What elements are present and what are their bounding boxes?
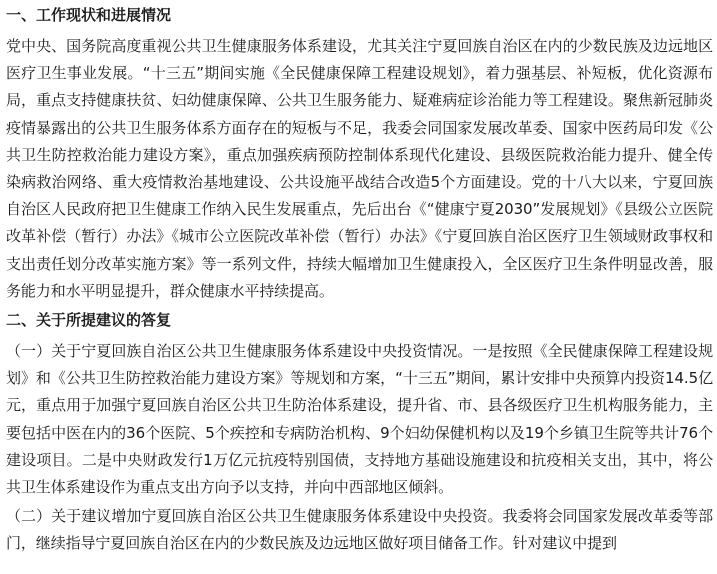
paragraph-status: 党中央、国务院高度重视公共卫生健康服务体系建设，尤其关注宁夏回族自治区在内的少数民族及边远地区医疗卫生事业发展。“十三五”期间实施《全民健康保障工程建设规划》，着力强基层、补短板，优化资源布局，重点支持健康扶贫、妇幼健康保障、公共卫生服务能力、疑难病症诊治能力等工程建设。聚焦新冠肺炎疫情暴露出的公共卫生服务体系方面存在的短板与不足，我委会同国家发展改革委、国家中医药局印发《公共卫生防控救治能力建设方案》，重点加强疾病预防控制体系现代化建设、县级医院救治能力提升、健全传染病救治网络、重大疫情救治基地建设、公共设施平战结合改造5个方面建设。党的十八大以来，宁夏回族自治区人民政府把卫生健康工作纳入民生发展重点，先后出台《“健康宁夏2030”发展规划》《县级公立医院改革补偿（暂行）办法》《城市公立医院改革补偿（暂行）办法》《宁夏回族自治区医疗卫生领域财政事权和支出责任划分改革实施方案》等一系列文件，持续大幅增加卫生健康投入，全区医疗卫生条件明显改善，服务能力和水平明显提升，群众健康水平持续提高。 xyxy=(6,37,713,300)
paragraph-reply-item-2: （二）关于建议增加宁夏回族自治区公共卫生健康服务体系建设中央投资。我委将会同国家发展改革委等部门，继续指导宁夏回族自治区在内的少数民族及边远地区做好项目储备工作。针对建议中提到 xyxy=(6,507,713,553)
paragraph-reply-item-1: （一）关于宁夏回族自治区公共卫生健康服务体系建设中央投资情况。一是按照《全民健康保障工程建设规划》和《公共卫生防控救治能力建设方案》等规划和方案，“十三五”期间，累计安排中央预算内投资14.5亿元，重点用于加强宁夏回族自治区公共卫生防治体系建设，提升省、市、县各级医疗卫生机构服务能力，主要包括中医在内的36个医院、5个疾控和专病防治机构、9个妇幼保健机构以及19个乡镇卫生院等共计76个建设项目。二是中央财政发行1万亿元抗疫特别国债，支持地方基础设施建设和抗疫相关支出，其中，将公共卫生体系建设作为重点支出方向予以支持，并向中西部地区倾斜。 xyxy=(6,342,713,497)
section-heading-reply: 二、关于所提建议的答复 xyxy=(6,311,172,330)
section-heading-status: 一、工作现状和进展情况 xyxy=(6,6,172,24)
